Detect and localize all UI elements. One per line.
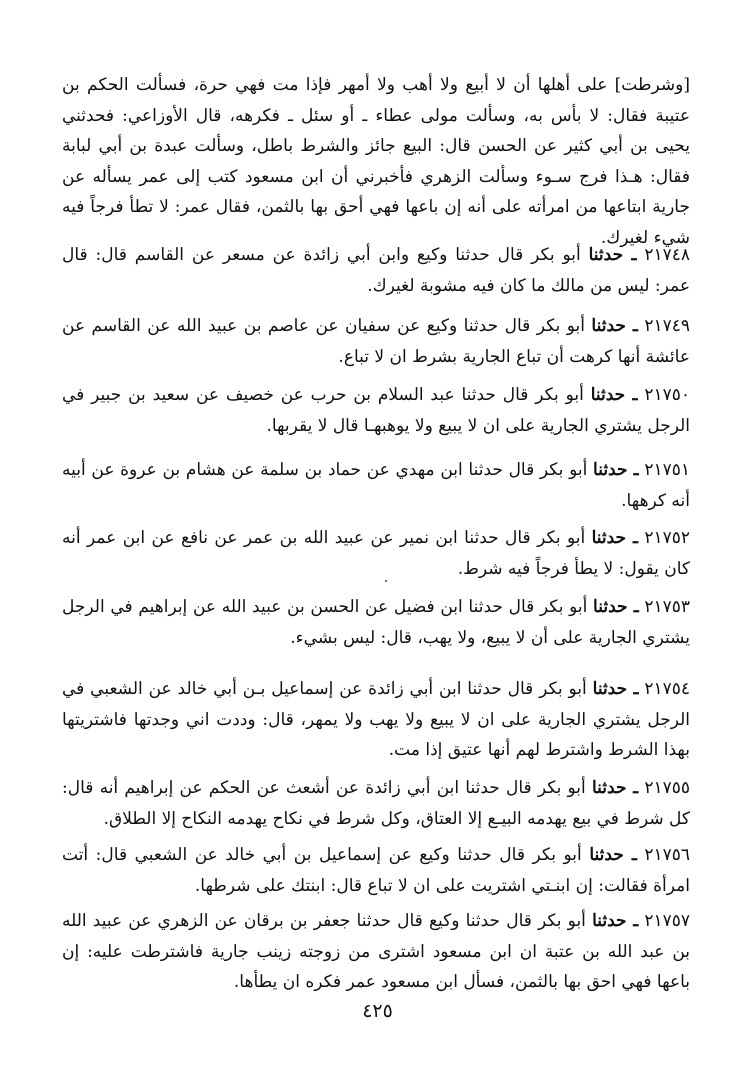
hadith-text: أبو بكر قال حدثنا ابن فضيل عن الحسن بن عبيد الله عن إبراهيم في الرجل يشتري الجارية على أن لا يبيع، ولا يهب، قال: ليس بشيء. <box>62 597 690 648</box>
hadith-text: أبو بكر قال حدثنا وكيع عن إسماعيل بن أبي خالد عن الشعبي قال: أتت امرأة فقالت: إن ابنـتي اشتريت على ان لا تباع قال: ابنتك على شرطها. <box>62 845 690 896</box>
hadith-entry <box>62 455 690 516</box>
hadith-entry <box>62 380 690 441</box>
hadith-lead: ـ حدثنا <box>593 460 639 480</box>
intro-paragraph <box>62 70 690 253</box>
hadith-entry <box>62 523 690 584</box>
hadith-entry <box>62 311 690 372</box>
hadith-number: ٢١٧٥١ <box>644 460 691 480</box>
hadith-text: أبو بكر قال حدثنا ابن مهدي عن حماد بن سلمة عن هشام بن عروة عن أبيه أنه كرهها. <box>62 460 690 511</box>
hadith-text: أبو بكر قال حدثنا ابن نمير عن عبيد الله بن عمر عن نافع عن ابن عمر أنه كان يقول: لا يطأ فرجاً فيه شرط. <box>62 528 690 579</box>
hadith-number: ٢١٧٥٧ <box>644 911 690 931</box>
hadith-text: أبو بكر قال حدثنا عبد السلام بن حرب عن خصيف عن سعيد بن جبير في الرجل يشتري الجارية على ان لا يبيع ولا يوهبهـا قال لا يقربها. <box>62 385 690 436</box>
print-speck <box>385 580 387 582</box>
intro-text: [وشرطت] على أهلها أن لا أبيع ولا أهب ولا أمهر فإذا مت فهي حرة، فسألت الحكم بن عتيبة فقال: لا بأس به، وسألت مولى عطاء ـ أو سئل ـ فكرهه، قال الأوزاعي: فحدثني يحيى بن أبي كثير عن الحسن قال: البيع جائز والشرط باطل، وسألت عبدة بن أبي لبابة فقال: هـذا فرج سـوء وسألت الزهري فأخبرني أن ابن مسعود كتب إلى عمر يسأله عن جارية ابتاعها من امرأته على أنه إن باعها فهي أحق بها بالثمن، فقال عمر: لا تطأ فرجاً فيه شيء لغيرك. <box>62 75 690 248</box>
hadith-number: ٢١٧٥٥ <box>644 778 691 798</box>
hadith-lead: ـ حدثنا <box>588 245 637 265</box>
hadith-lead: ـ حدثنا <box>589 845 637 865</box>
hadith-entry <box>62 674 690 766</box>
hadith-number: ٢١٧٥٤ <box>644 679 691 699</box>
hadith-number: ٢١٧٥٢ <box>644 528 690 548</box>
hadith-lead: ـ حدثنا <box>593 597 639 617</box>
hadith-lead: ـ حدثنا <box>591 528 638 548</box>
hadith-text: أبو بكر قال حدثنا ابن أبي زائدة عن إسماعيل بـن أبي خالد عن الشعبي في الرجل يشتري الجارية على ان لا يبيع ولا يهب ولا يمهر، قال: وددت اني وجدتها فاشتريتها بهذا الشرط واشترط لهم أنها عتيق إذا مت. <box>62 679 690 760</box>
hadith-lead: ـ حدثنا <box>591 778 639 798</box>
hadith-entry <box>62 840 690 901</box>
hadith-text: أبو بكر قال حدثنا وكيع عن سفيان عن عاصم بن عبيد الله عن القاسم عن عائشة أنها كرهت أن تباع الجارية بشرط ان لا تباع. <box>62 316 690 367</box>
hadith-lead: ـ حدثنا <box>590 385 638 405</box>
hadith-entry <box>62 240 690 301</box>
hadith-entry <box>62 773 690 834</box>
hadith-text: أبو بكر قال حدثنا وكيع قال حدثنا جعفر بن برقان عن الزهري عن عبيد الله بن عبد الله بن عتبة ان ابن مسعود اشترى من زوجته زينب جارية فاشترطت عليه: إن باعها فهي احق بها بالثمن، فسأل ابن مسعود عمر فكره ان يطأها. <box>62 911 690 992</box>
hadith-text: أبو بكر قال حدثنا وكيع وابن أبي زائدة عن مسعر عن القاسم قال: قال عمر: ليس من مالك ما كان فيه مشوبة لغيرك. <box>62 245 690 296</box>
hadith-number: ٢١٧٤٩ <box>644 316 691 336</box>
hadith-lead: ـ حدثنا <box>591 316 638 336</box>
hadith-lead: ـ حدثنا <box>592 911 639 931</box>
hadith-number: ٢١٧٥٠ <box>644 385 690 405</box>
page-number: ٤٢٥ <box>362 1000 393 1022</box>
hadith-entry <box>62 906 690 998</box>
hadith-lead: ـ حدثنا <box>592 679 639 699</box>
hadith-number: ٢١٧٥٦ <box>644 845 691 865</box>
hadith-number: ٢١٧٤٨ <box>644 245 690 265</box>
hadith-entry <box>62 592 690 653</box>
hadith-text: أبو بكر قال حدثنا ابن أبي زائدة عن أشعث عن الحكم عن إبراهيم أنه قال: كل شرط في بيع يهدمه البيـع إلا العتاق، وكل شرط في نكاح يهدمه النكاح إلا الطلاق. <box>62 778 690 829</box>
hadith-number: ٢١٧٥٣ <box>644 597 691 617</box>
